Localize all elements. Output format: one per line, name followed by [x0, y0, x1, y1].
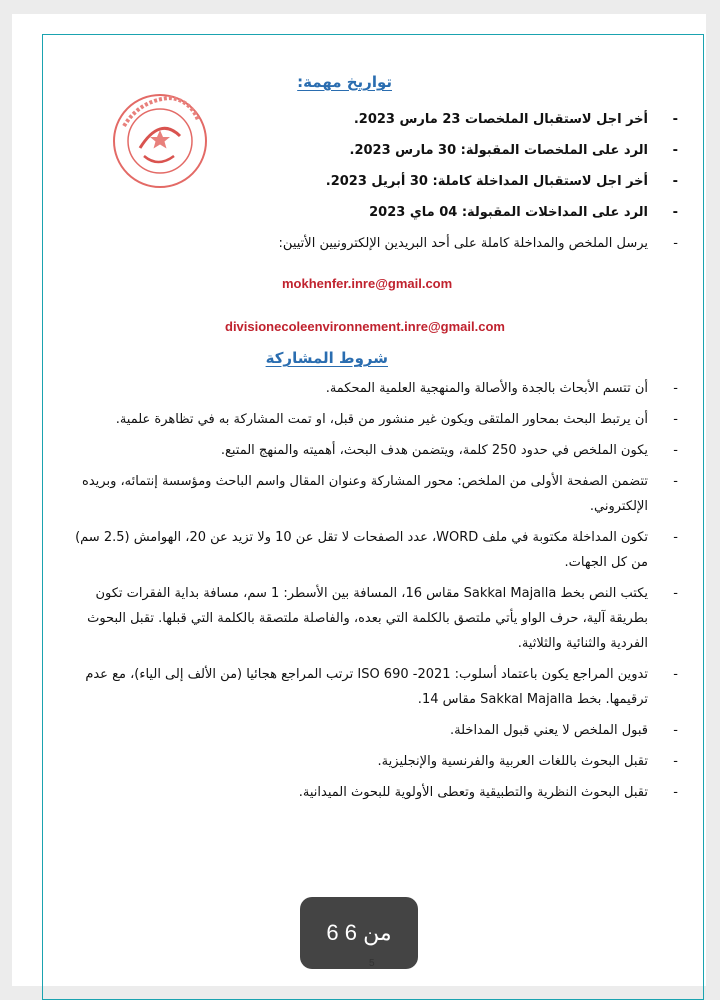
send-instructions: - يرسل الملخص والمداخلة كاملة على أحد البريدين الإلكترونيين الأتيين: — [62, 231, 682, 256]
condition-item: - يكون الملخص في حدود 250 كلمة، ويتضمن هدف البحث، أهميته والمنهج المتبع. — [62, 438, 682, 463]
date-item: - أخر اجل لاستقبال المداخلة كاملة: 30 أبريل 2023. — [62, 169, 682, 194]
document-page — [12, 14, 706, 986]
date-item: - الرد على المداخلات المقبولة: 04 ماي 2023 — [62, 200, 682, 225]
date-item: - أخر اجل لاستقبال الملخصات 23 مارس 2023. — [62, 107, 682, 132]
condition-item: - أن تتسم الأبحاث بالجدة والأصالة والمنهجية العلمية المحكمة. — [62, 376, 682, 401]
condition-item: - قبول الملخص لا يعني قبول المداخلة. — [62, 718, 682, 743]
conditions-list — [62, 376, 682, 811]
condition-item: - تقبل البحوث باللغات العربية والفرنسية والإنجليزية. — [62, 749, 682, 774]
condition-item: - تكون المداخلة مكتوبة في ملف WORD، عدد الصفحات لا تقل عن 10 ولا تزيد عن 20، الهوامش (2.5 سم) من كل الجهات. — [62, 525, 682, 575]
condition-item: - يكتب النص بخط Sakkal Majalla مقاس 16، المسافة بين الأسطر: 1 سم، مسافة بداية الفقرات تكون بطريقة آلية، حرف الواو يأتي ملتصق بالكلمة التي بعده، والفاصلة ملتصقة بالكلمة التي قبلها. تقبل البحوث الفردية والثنائية والثلاثية. — [62, 581, 682, 656]
email-link-2[interactable]: divisionecoleenvironnement.inre@gmail.com — [225, 319, 505, 334]
condition-item: - أن يرتبط البحث بمحاور الملتقى ويكون غير منشور من قبل، او تمت المشاركة به في تظاهرة علمية. — [62, 407, 682, 432]
condition-item: - تتضمن الصفحة الأولى من الملخص: محور المشاركة وعنوان المقال واسم الباحث ومؤسسة إنتمائه، وبريده الإلكتروني. — [62, 469, 682, 519]
email-link-1[interactable]: mokhenfer.inre@gmail.com — [282, 276, 453, 291]
conditions-title: شروط المشاركة — [265, 349, 388, 367]
date-item: - الرد على الملخصات المقبولة: 30 مارس 2023. — [62, 138, 682, 163]
dates-list — [62, 107, 682, 262]
condition-item: - تدوين المراجع يكون باعتماد أسلوب: 2021- ISO 690 ترتب المراجع هجائيا (من الألف إلى الياء)، مع عدم ترقيمها. بخط Sakkal Majalla مقاس 14. — [62, 662, 682, 712]
dates-title: تواريخ مهمة: — [297, 73, 392, 91]
condition-item: - تقبل البحوث النظرية والتطبيقية وتعطى الأولوية للبحوث الميدانية. — [62, 780, 682, 805]
page-number: 5 — [369, 958, 375, 969]
page-indicator: 6 من 6 — [300, 897, 418, 969]
